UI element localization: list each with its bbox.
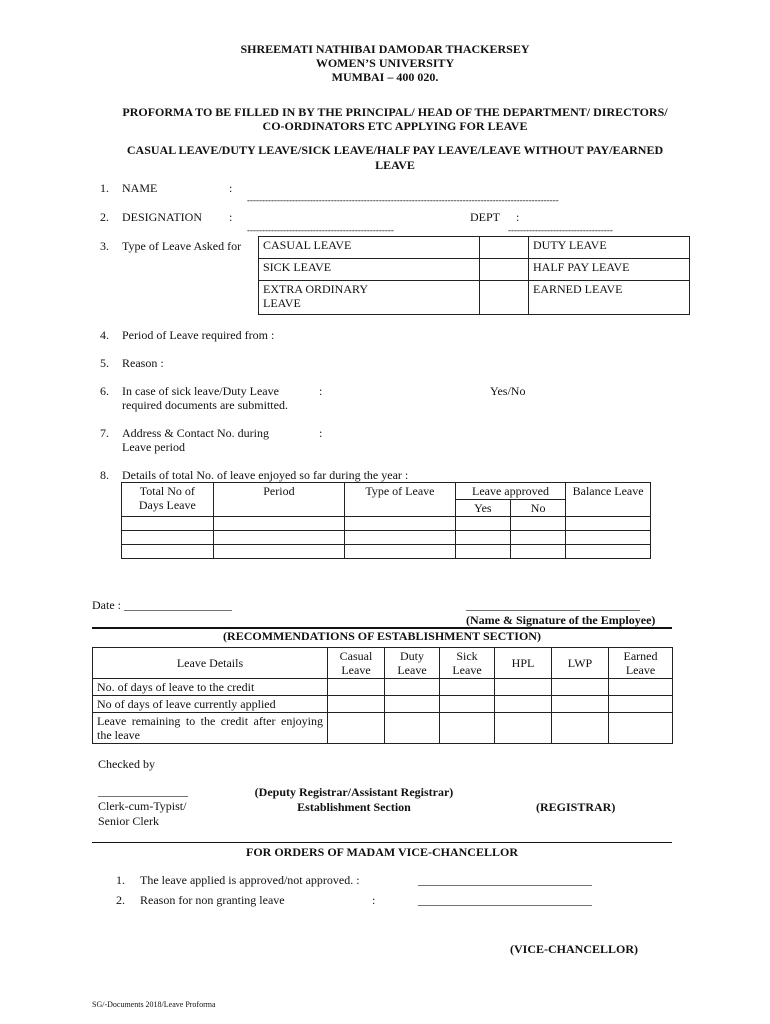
table-row	[93, 713, 673, 744]
header-casual: Casual Leave	[328, 648, 385, 679]
clerk-caption-2: Senior Clerk	[98, 814, 159, 828]
clerk-caption	[98, 799, 186, 829]
header-lwp: LWP	[552, 648, 609, 679]
header-period: Period	[213, 483, 344, 517]
order-approval-label: The leave applied is approved/not approved. :	[140, 873, 360, 887]
name-label: NAME	[122, 181, 158, 195]
item-number: 2.	[100, 210, 109, 224]
item-number: 8.	[100, 468, 109, 482]
registrar-caption: (REGISTRAR)	[536, 800, 616, 814]
reason-label: Reason :	[122, 356, 164, 370]
footer-text: SG/-Documents 2018/Leave Proforma	[92, 1000, 216, 1009]
clerk-signature-line[interactable]: _______________	[98, 784, 188, 798]
item-number: 7.	[100, 426, 109, 440]
sick-docs-label	[122, 384, 288, 412]
table-row	[122, 545, 651, 559]
address-label-1: Address & Contact No. during	[122, 426, 269, 440]
dept-field[interactable]: -----------------------------------	[508, 225, 613, 235]
dept-colon: :	[516, 210, 520, 224]
order-reason-field[interactable]: _____________________________	[418, 893, 592, 907]
name-colon: :	[229, 181, 233, 195]
employee-signature-caption: (Name & Signature of the Employee)	[466, 613, 656, 627]
header-hpl: HPL	[495, 648, 552, 679]
establishment-table	[92, 647, 673, 744]
orders-title: FOR ORDERS OF MADAM VICE-CHANCELLOR	[245, 845, 518, 859]
header-type-of-leave: Type of Leave	[345, 483, 456, 517]
leave-cell-half-pay: HALF PAY LEAVE	[529, 259, 690, 281]
table-row	[122, 531, 651, 545]
leave-types-line-1: CASUAL LEAVE/DUTY LEAVE/SICK LEAVE/HALF PAY LEAVE/LEAVE WITHOUT PAY/EARNED	[126, 143, 664, 157]
order-reason-label: Reason for non granting leave	[140, 893, 285, 907]
address-label-2: Leave period	[122, 440, 185, 454]
university-name	[0, 42, 770, 84]
designation-colon: :	[229, 210, 233, 224]
item-number: 3.	[100, 239, 109, 253]
designation-label: DESIGNATION	[122, 210, 202, 224]
header-sick: Sick Leave	[440, 648, 495, 679]
leave-types-line-2: LEAVE	[375, 158, 415, 172]
deputy-registrar-line-1: (Deputy Registrar/Assistant Registrar)	[254, 785, 454, 799]
item-number: 4.	[100, 328, 109, 342]
header-earned: Earned Leave	[609, 648, 673, 679]
leave-checkbox-casual[interactable]	[480, 237, 529, 259]
leave-checkbox-extra[interactable]	[480, 281, 529, 315]
sick-docs-value[interactable]: Yes/No	[490, 384, 526, 398]
establishment-title: (RECOMMENDATIONS OF ESTABLISHMENT SECTION)	[223, 629, 541, 643]
header-duty: Duty Leave	[385, 648, 440, 679]
row-label: Leave remaining to the credit after enjoying the leave	[93, 713, 328, 744]
leave-cell-sick: SICK LEAVE	[259, 259, 480, 281]
details-label: Details of total No. of leave enjoyed so far during the year :	[122, 468, 409, 482]
proforma-line-2: CO-ORDINATORS ETC APPLYING FOR LEAVE	[262, 119, 528, 133]
proforma-line-1: PROFORMA TO BE FILLED IN BY THE PRINCIPAL/ HEAD OF THE DEPARTMENT/ DIRECTORS/	[122, 105, 668, 119]
row-label: No. of days of leave to the credit	[93, 679, 328, 696]
table-row	[93, 679, 673, 696]
deputy-registrar-line-2: Establishment Section	[297, 800, 411, 814]
employee-signature-line[interactable]: _____________________________	[466, 598, 640, 612]
header-total-days: Total No of Days Leave	[122, 483, 214, 517]
deputy-registrar-caption	[244, 785, 464, 815]
leave-type-label: Type of Leave Asked for	[122, 239, 242, 253]
address-label	[122, 426, 269, 454]
header-yes: Yes	[455, 500, 510, 517]
header-balance-leave: Balance Leave	[566, 483, 651, 517]
university-line-3: MUMBAI – 400 020.	[331, 70, 439, 84]
leave-cell-duty: DUTY LEAVE	[529, 237, 690, 259]
proforma-title	[0, 105, 770, 133]
leave-type-table	[258, 236, 690, 315]
sick-docs-label-2: required documents are submitted.	[122, 398, 288, 412]
university-line-2: WOMEN’S UNIVERSITY	[315, 56, 455, 70]
sick-colon: :	[319, 384, 323, 398]
order-approval-field[interactable]: _____________________________	[418, 873, 592, 887]
row-label: No of days of leave currently applied	[93, 696, 328, 713]
order-reason-colon: :	[372, 893, 376, 907]
header-no: No	[511, 500, 566, 517]
address-colon: :	[319, 426, 323, 440]
item-number: 1.	[100, 181, 109, 195]
name-field[interactable]: --------------------------------------------------------------------------------------------------------	[247, 195, 559, 205]
header-leave-details: Leave Details	[93, 648, 328, 679]
item-number: 1.	[116, 873, 125, 887]
university-line-1: SHREEMATI NATHIBAI DAMODAR THACKERSEY	[240, 42, 530, 56]
leave-checkbox-sick[interactable]	[480, 259, 529, 281]
header-leave-approved: Leave approved	[455, 483, 566, 500]
date-field[interactable]: Date : __________________	[92, 598, 232, 612]
item-number: 2.	[116, 893, 125, 907]
vice-chancellor-caption: (VICE-CHANCELLOR)	[510, 942, 639, 956]
sick-docs-label-1: In case of sick leave/Duty Leave	[122, 384, 279, 398]
leave-cell-earned: EARNED LEAVE	[529, 281, 690, 315]
leave-types-title	[0, 143, 770, 173]
leave-cell-casual: CASUAL LEAVE	[259, 237, 480, 259]
divider	[92, 842, 672, 843]
clerk-caption-1: Clerk-cum-Typist/	[98, 799, 187, 813]
item-number: 5.	[100, 356, 109, 370]
checked-by-label: Checked by	[98, 757, 155, 771]
period-label: Period of Leave required from :	[122, 328, 275, 342]
leave-cell-extra-ordinary: EXTRA ORDINARY LEAVE	[259, 281, 480, 315]
table-row	[93, 696, 673, 713]
dept-label: DEPT	[470, 210, 500, 224]
leave-details-table	[121, 482, 651, 559]
designation-field[interactable]: -------------------------------------------------	[247, 225, 394, 235]
item-number: 6.	[100, 384, 109, 398]
table-row	[122, 517, 651, 531]
